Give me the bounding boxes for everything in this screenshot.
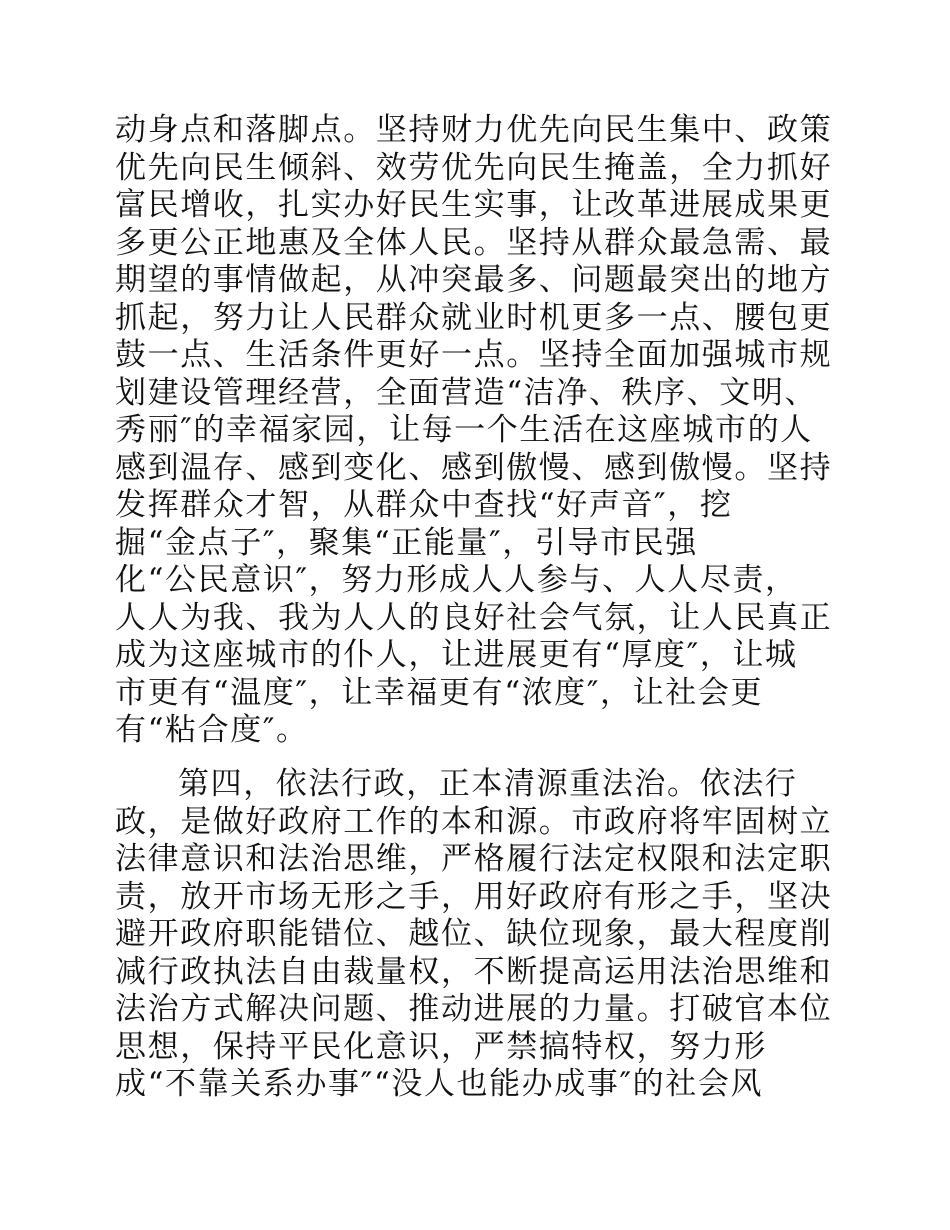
text-line: 政，是做好政府工作的本和源。市政府将牢固树立 xyxy=(115,803,833,840)
text-line: 法治方式解决问题、推动进展的力量。打破官本位 xyxy=(115,991,833,1027)
text-line: 有“粘合度″。 xyxy=(115,712,309,748)
text-line: 感到温存、感到变化、感到傲慢、感到傲慢。坚持 xyxy=(115,449,833,486)
text-line: 发挥群众才智，从群众中查找“好声音″，挖 xyxy=(115,487,733,523)
text-line: 减行政执法自由裁量权，不断提高运用法治思维和 xyxy=(115,953,833,990)
text-line: 人人为我、我为人人的良好社会气氛，让人民真正 xyxy=(115,599,833,636)
text-line: 成为这座城市的仆人，让进展更有“厚度″，让城 xyxy=(115,637,798,673)
text-line: 市更有“温度″，让幸福更有“浓度″，让社会更 xyxy=(115,674,764,711)
text-line: 成“不靠关系办事″“没人也能办成事″的社会风 xyxy=(115,1066,764,1102)
text-line: 避开政府职能错位、越位、缺位现象，最大程度削 xyxy=(115,916,833,952)
text-line: 优先向民生倾斜、效劳优先向民生掩盖，全力抓好 xyxy=(115,149,833,186)
text-line: 化“公民意识″，努力形成人人参与、人人尽责， xyxy=(115,562,798,598)
text-line: 动身点和落脚点。坚持财力优先向民生集中、政策 xyxy=(115,112,833,148)
text-line: 掘“金点子″，聚集“正能量″，引导市民强 xyxy=(115,524,698,561)
paragraph-livelihood xyxy=(115,112,835,750)
paragraph-rule-of-law xyxy=(115,766,835,1104)
text-line: 多更公正地惠及全体人民。坚持从群众最急需、最 xyxy=(115,224,833,261)
text-line: 鼓一点、生活条件更好一点。坚持全面加强城市规 xyxy=(115,337,833,373)
text-line: 思想，保持平民化意识，严禁搞特权，努力形 xyxy=(115,1028,767,1065)
text-line: 法律意识和法治思维，严格履行法定权限和法定职 xyxy=(115,841,833,877)
text-line: 抓起，努力让人民群众就业时机更多一点、腰包更 xyxy=(115,299,833,336)
text-line: 期望的事情做起，从冲突最多、问题最突出的地方 xyxy=(115,262,833,298)
text-line: 划建设管理经营，全面营造“洁净、秩序、文明、 xyxy=(115,374,818,411)
text-line: 秀丽″的幸福家园，让每一个生活在这座城市的人 xyxy=(115,412,813,448)
paragraph-first-line: 第四，依法行政，正本清源重法治。依法行 xyxy=(178,766,798,802)
text-line: 责，放开市场无形之手，用好政府有形之手，坚决 xyxy=(115,878,833,915)
text-line: 富民增收，扎实办好民生实事，让改革进展成果更 xyxy=(115,187,833,223)
